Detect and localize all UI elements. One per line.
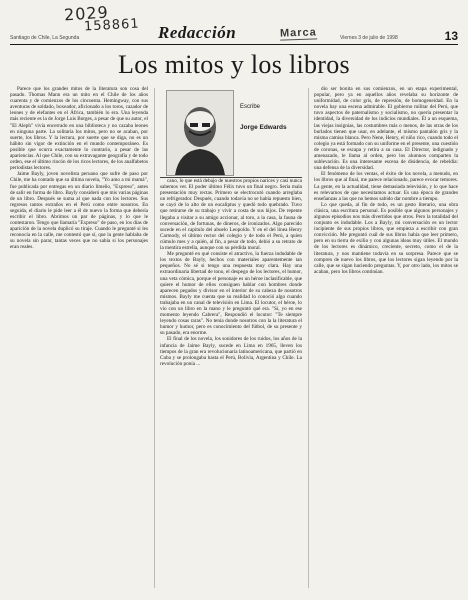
paragraph: El fenómeno de los ventas, el éxito de los novela, a menudo, en los libros que al final, me parece relacionado, parece evocar temores. La gente, en la actualidad, tiene demasiada televisión, y lo que hace es relevarnos de que necesitamos actuar. Es una época de grandes enseñanzas a las que no hemos sabido dar nombre a tiempo. — [314, 171, 458, 202]
byline-label: Escribe — [240, 104, 261, 110]
author-portrait — [166, 90, 234, 176]
portrait-image — [167, 91, 233, 175]
paragraph: Me pregunté en qué consiste el atractivo, la fuerza indudable de los textos de Bayly, hechos con materiales aparentemente tan pequeños. No sé si tengo una respuesta muy clara. Hay una extraordinaria libertad de tono, el despego de los lectores, el humor, una veta cómica, porque el personaje es un héroe inclasificable, que quiere el humor de ellos consiguen hablar con hombres donde aparecen pegados y divisor en el interior de su cabeza de nosotros mismos. Bayly me cuenta que su realidad lo conoció algo cuando trabajaba en un canal de televisión en Lima. El locutor, el héroe, lo vio con un libro en la mano y le preguntó qué era. "Sí, yo en ese momento leyendo Cabrera", Respondió el locutor: "Te siempre leyendo cosas raras". No tenía donde nosotros con la la literatura el humor y humor, pero es conocimiento del fútbol, de su presente y su pasado, era enorme. — [160, 251, 302, 337]
paragraph: El final de los novela, los sonidores de los ruidos, los años de la infancia de Jaime Bayly, sucede en Lima en 1965, lleven los tiempos de la gran era revolucionaria latinoamericana, que partió en Cuba y se prolongaba hasta el Perú, Bolivia, Argentina y Chile. La revolución ponía ... — [160, 336, 302, 367]
paragraph: Lo que queda, al fin de todo, es un gesto literario, una obra clásica, una escritura personal. Es posible que algunos personajes y algunos episodios nos más divertidos que otros. Pero la totalidad del conjunto es indudable. Los a Bayly, mi conversación es un lector incipiente de sus propios libros, que empieza a escribir con gran convicción. Me preguntó cuál de sus libros había que leer primero, pero en su tierra de exilio y con algunas ideas muy útiles. El mundo de los lectores es dinámico, creciente, secreto, como el de la literatura, y nos mantiene todavía en su sorpresa. Parece que se compren de nuevo los libros, que los lectores sigan leyendo por la calle, que se sigan haciendo preguntas. Y, por otro lado, los mitos se acaban, pero los libros continúan. — [314, 201, 458, 275]
paragraph: Jaime Bayly, joven novelista peruano que sufre de paso por Chile, me ha contado que su última novela, "Yo amo a mi mamá", fue publicada por entregas en un diario limeño, "Expreso", antes de salir en forma de libro. Bayly consideró que mis varias páginas de un libro. Después se suma al que nada con los lectores. Sus regresos tantos extraños en el Perú como entre nosotros. En seguida, el diario le pide leer a él de nuevo la forma que debería escribir el libro. Abrimos un par de páginas, y lo que le contestaron. Tengo que llamaría "Expreso" de paso, en los días de aparición de la novela duplicó su tiraje. Cuando le pregunté si les reconocía en la calle, me contestó que sí, que la gente hablaba de su novela sin parar, tantas veces que no sabía si los personajes eran reales. — [10, 171, 148, 251]
section-title: Redacción — [158, 23, 237, 42]
page-number: 13 — [444, 29, 458, 43]
handwritten-number-2: 158861 — [83, 16, 140, 35]
article-column-3 — [314, 86, 458, 591]
handwritten-number-1: 2029 — [63, 2, 110, 25]
article-column-2 — [160, 178, 302, 591]
header-stamp: Marca — [279, 26, 317, 40]
column-divider — [154, 88, 155, 588]
page-header — [10, 22, 458, 45]
paragraph: Parece que los grandes mitos de la literatura son cosa del pasado. Thomas Mann era un mito en el Chile de los años cuarenta y de comienzos de los cincuenta. Hemingway, con sus aventuras de soldado, boxeador, aficionado a los toros, cazador de leones y de elefantes en el África, también lo era. Una leyenda más reciente es la de Jorge Luis Borges, a pesar de que su autor, el "El Aleph" vivía encerrado en una biblioteca y no cazaba leones en ninguna parte. La solitaria los mitos, pero no se acaban, por suerte, los libros. Y la lectura, por suerte que se diga, no es un hábito sin vigor de extinción en el mundo contemporáneo. Es posible que ocurra exactamente lo contrario, a pesar de las apariencias. Al que Chile, con su extravagante geografía y de todo orden, ese el último rincón de los ricos lectores, de los analfabetos periodistas lectores. — [10, 86, 148, 172]
header-publication-info: Santiago de Chile, La Segunda — [10, 35, 80, 41]
article-headline: Los mitos y los libros — [118, 50, 350, 79]
header-date: Viernes 3 de julio de 1998 — [340, 35, 398, 41]
paragraph: cano, lo que está debajo de nuestros propios narices y casi nunca sabemos ver. El poder último Félix tuvo un final negro. Sería mala presentación muy rectas. Primero se electrocutó cuando arreglaba un refrigerador. Después, cuando todavía no se había repuesto bien, se cayó de lo alto de un eucaliptus y quedó todo quebrado. Tuvo que retirarse de su trabajo y vivir a costa de sus hijos. De repente llegaba a visitar a su amigo accionar, al toro, a la casa, la fauna de conversación, de fortunas, de dineros, de ironizados. Algo parecido sucede en el capítulo del abuelo Leopoldo. Y en el del linea Henry Carmody, el último rector del colegio y de todo el Perú, a quien cúmulo mes y a quién, al fin, a pesar de todo, debió a su retrato de la mentira estrella, aunque con su pérdida moral. — [160, 178, 302, 252]
column-divider — [308, 88, 309, 588]
byline-author: Jorge Edwards — [240, 124, 287, 131]
article-column-1 — [10, 86, 148, 591]
paragraph: dio ser bonita en sus comienzos, en un etapa experimental, popular, pero ya en aquellos años revelaba su horizonte de uniformidad, de color gris, de represión, de homogeneidad. En la novela hay una escena admirable. El gobierno militar del Perú, que tuvo aspectos de paternalismo y socialismo, no quería presentar la identidad, la diversidad de los indicios mundiales. Él a un esquema, las viejas insignias, las costumbres más o menos, de las otras de los burlados tienen que usar, en adelante, el mismo pantalón gris y la misma camisa blanca. Pero Nene, Henry, el niño rico, cuando todo el colegio ya está formado con su uniforme en el presente, una cuestión de coronas, se escapa y retira a su casa. El Director, indignado y amenazado, le llama al orden, pero los alumnos comparten la sublevación. Es una interesante escena de disidencia, de rebeldía: una defensa de la diversidad. — [314, 86, 458, 172]
